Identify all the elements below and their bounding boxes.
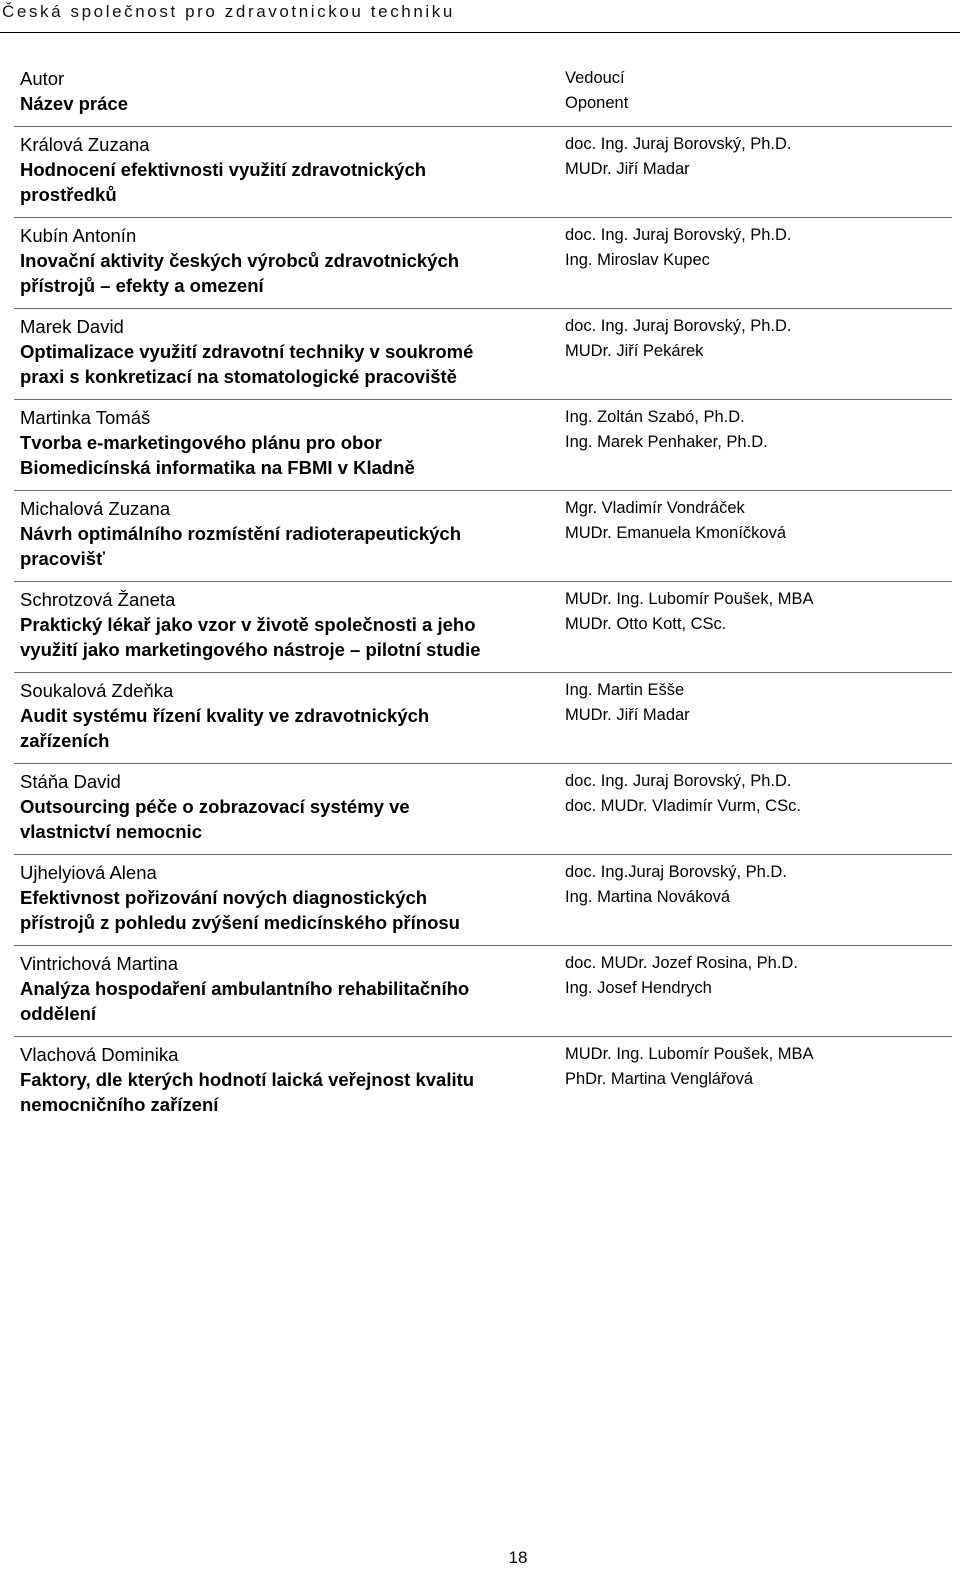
thesis-title-line: přístrojů – efekty a omezení	[20, 275, 264, 296]
table-row	[14, 491, 952, 582]
supervisor-name: doc. Ing. Juraj Borovský, Ph.D.	[565, 135, 792, 153]
page-header-title: Česká společnost pro zdravotnickou techniku	[2, 2, 455, 21]
supervisor-opponent-cell	[559, 764, 952, 854]
table-row	[14, 764, 952, 855]
thesis-table	[14, 61, 952, 1127]
opponent-name: doc. MUDr. Vladimír Vurm, CSc.	[565, 797, 801, 815]
author-name: Kubín Antonín	[20, 225, 137, 246]
author-title-cell	[14, 491, 559, 581]
author-title-cell	[14, 673, 559, 763]
supervisor-name: doc. MUDr. Jozef Rosina, Ph.D.	[565, 954, 798, 972]
table-row	[14, 1037, 952, 1127]
thesis-title-line: Inovační aktivity českých výrobců zdravotnických	[20, 250, 460, 271]
table-row	[14, 855, 952, 946]
author-title-cell	[14, 855, 559, 945]
author-name: Marek David	[20, 316, 124, 337]
table-row	[14, 582, 952, 673]
thesis-title-line: využití jako marketingového nástroje – pilotní studie	[20, 639, 481, 660]
opponent-name: Ing. Marek Penhaker, Ph.D.	[565, 433, 768, 451]
opponent-name: MUDr. Jiří Madar	[565, 706, 690, 724]
supervisor-opponent-cell	[559, 855, 952, 945]
supervisor-name: doc. Ing. Juraj Borovský, Ph.D.	[565, 772, 792, 790]
author-title-cell	[14, 127, 559, 217]
author-name: Michalová Zuzana	[20, 498, 171, 519]
opponent-name: MUDr. Emanuela Kmoníčková	[565, 524, 787, 542]
table-header-row	[14, 61, 952, 127]
column-header-author: Autor	[20, 68, 65, 89]
opponent-name: MUDr. Otto Kott, CSc.	[565, 615, 727, 633]
author-title-cell	[14, 400, 559, 490]
supervisor-opponent-cell	[559, 309, 952, 399]
supervisor-opponent-cell	[559, 218, 952, 308]
thesis-title-line: Analýza hospodaření ambulantního rehabilitačního	[20, 978, 470, 999]
supervisor-opponent-cell	[559, 582, 952, 672]
thesis-title-line: Návrh optimálního rozmístění radioterapeutických	[20, 523, 462, 544]
page-number: 18	[508, 1548, 528, 1567]
supervisor-opponent-cell	[559, 127, 952, 217]
column-header-supervisor: Vedoucí	[565, 69, 625, 87]
thesis-title-line: pracovišť	[20, 548, 105, 569]
opponent-name: Ing. Josef Hendrych	[565, 979, 712, 997]
author-title-cell	[14, 582, 559, 672]
thesis-title-line: prostředků	[20, 184, 117, 205]
author-name: Stáňa David	[20, 771, 121, 792]
author-title-cell	[14, 218, 559, 308]
author-name: Vlachová Dominika	[20, 1044, 179, 1065]
thesis-title-line: Tvorba e-marketingového plánu pro obor	[20, 432, 382, 453]
header-divider	[0, 32, 960, 33]
table-row	[14, 218, 952, 309]
thesis-title-line: Praktický lékař jako vzor v životě společnosti a jeho	[20, 614, 476, 635]
supervisor-name: MUDr. Ing. Lubomír Poušek, MBA	[565, 1045, 814, 1063]
table-row	[14, 400, 952, 491]
supervisor-name: Ing. Zoltán Szabó, Ph.D.	[565, 408, 745, 426]
supervisor-name: MUDr. Ing. Lubomír Poušek, MBA	[565, 590, 814, 608]
supervisor-name: Ing. Martin Ešše	[565, 681, 685, 699]
thesis-title-line: Outsourcing péče o zobrazovací systémy ve	[20, 796, 410, 817]
supervisor-opponent-cell	[559, 491, 952, 581]
column-header-opponent: Oponent	[565, 94, 629, 112]
author-name: Schrotzová Žaneta	[20, 589, 176, 610]
thesis-title-line: Audit systému řízení kvality ve zdravotnických	[20, 705, 430, 726]
supervisor-opponent-cell	[559, 400, 952, 490]
supervisor-name: doc. Ing. Juraj Borovský, Ph.D.	[565, 317, 792, 335]
thesis-title-line: vlastnictví nemocnic	[20, 821, 202, 842]
thesis-title-line: Faktory, dle kterých hodnotí laická veřejnost kvalitu	[20, 1069, 475, 1090]
thesis-title-line: Biomedicínská informatika na FBMI v Kladně	[20, 457, 415, 478]
author-title-cell	[14, 309, 559, 399]
supervisor-name: Mgr. Vladimír Vondráček	[565, 499, 745, 517]
thesis-title-line: Hodnocení efektivnosti využití zdravotnických	[20, 159, 427, 180]
supervisor-name: doc. Ing. Juraj Borovský, Ph.D.	[565, 226, 792, 244]
thesis-title-line: praxi s konkretizací na stomatologické pracoviště	[20, 366, 457, 387]
author-name: Králová Zuzana	[20, 134, 150, 155]
table-row	[14, 309, 952, 400]
opponent-name: Ing. Miroslav Kupec	[565, 251, 710, 269]
thesis-title-line: oddělení	[20, 1003, 97, 1024]
thesis-title-line: Optimalizace využití zdravotní techniky v soukromé	[20, 341, 474, 362]
opponent-name: PhDr. Martina Venglářová	[565, 1070, 754, 1088]
header-right-cell	[559, 61, 952, 126]
table-row	[14, 127, 952, 218]
supervisor-opponent-cell	[559, 1037, 952, 1127]
opponent-name: MUDr. Jiří Madar	[565, 160, 690, 178]
opponent-name: MUDr. Jiří Pekárek	[565, 342, 704, 360]
thesis-title-line: přístrojů z pohledu zvýšení medicínského přínosu	[20, 912, 460, 933]
thesis-title-line: zařízeních	[20, 730, 110, 751]
opponent-name: Ing. Martina Nováková	[565, 888, 731, 906]
thesis-title-line: nemocničního zařízení	[20, 1094, 219, 1115]
author-title-cell	[14, 946, 559, 1036]
author-name: Vintrichová Martina	[20, 953, 179, 974]
header-left-cell	[14, 61, 559, 126]
supervisor-name: doc. Ing.Juraj Borovský, Ph.D.	[565, 863, 787, 881]
author-name: Martinka Tomáš	[20, 407, 151, 428]
thesis-title-line: Efektivnost pořizování nových diagnostických	[20, 887, 428, 908]
supervisor-opponent-cell	[559, 946, 952, 1036]
author-title-cell	[14, 1037, 559, 1127]
author-name: Soukalová Zdeňka	[20, 680, 174, 701]
table-row	[14, 673, 952, 764]
author-title-cell	[14, 764, 559, 854]
supervisor-opponent-cell	[559, 673, 952, 763]
column-header-title: Název práce	[20, 93, 128, 114]
author-name: Ujhelyiová Alena	[20, 862, 157, 883]
table-row	[14, 946, 952, 1037]
